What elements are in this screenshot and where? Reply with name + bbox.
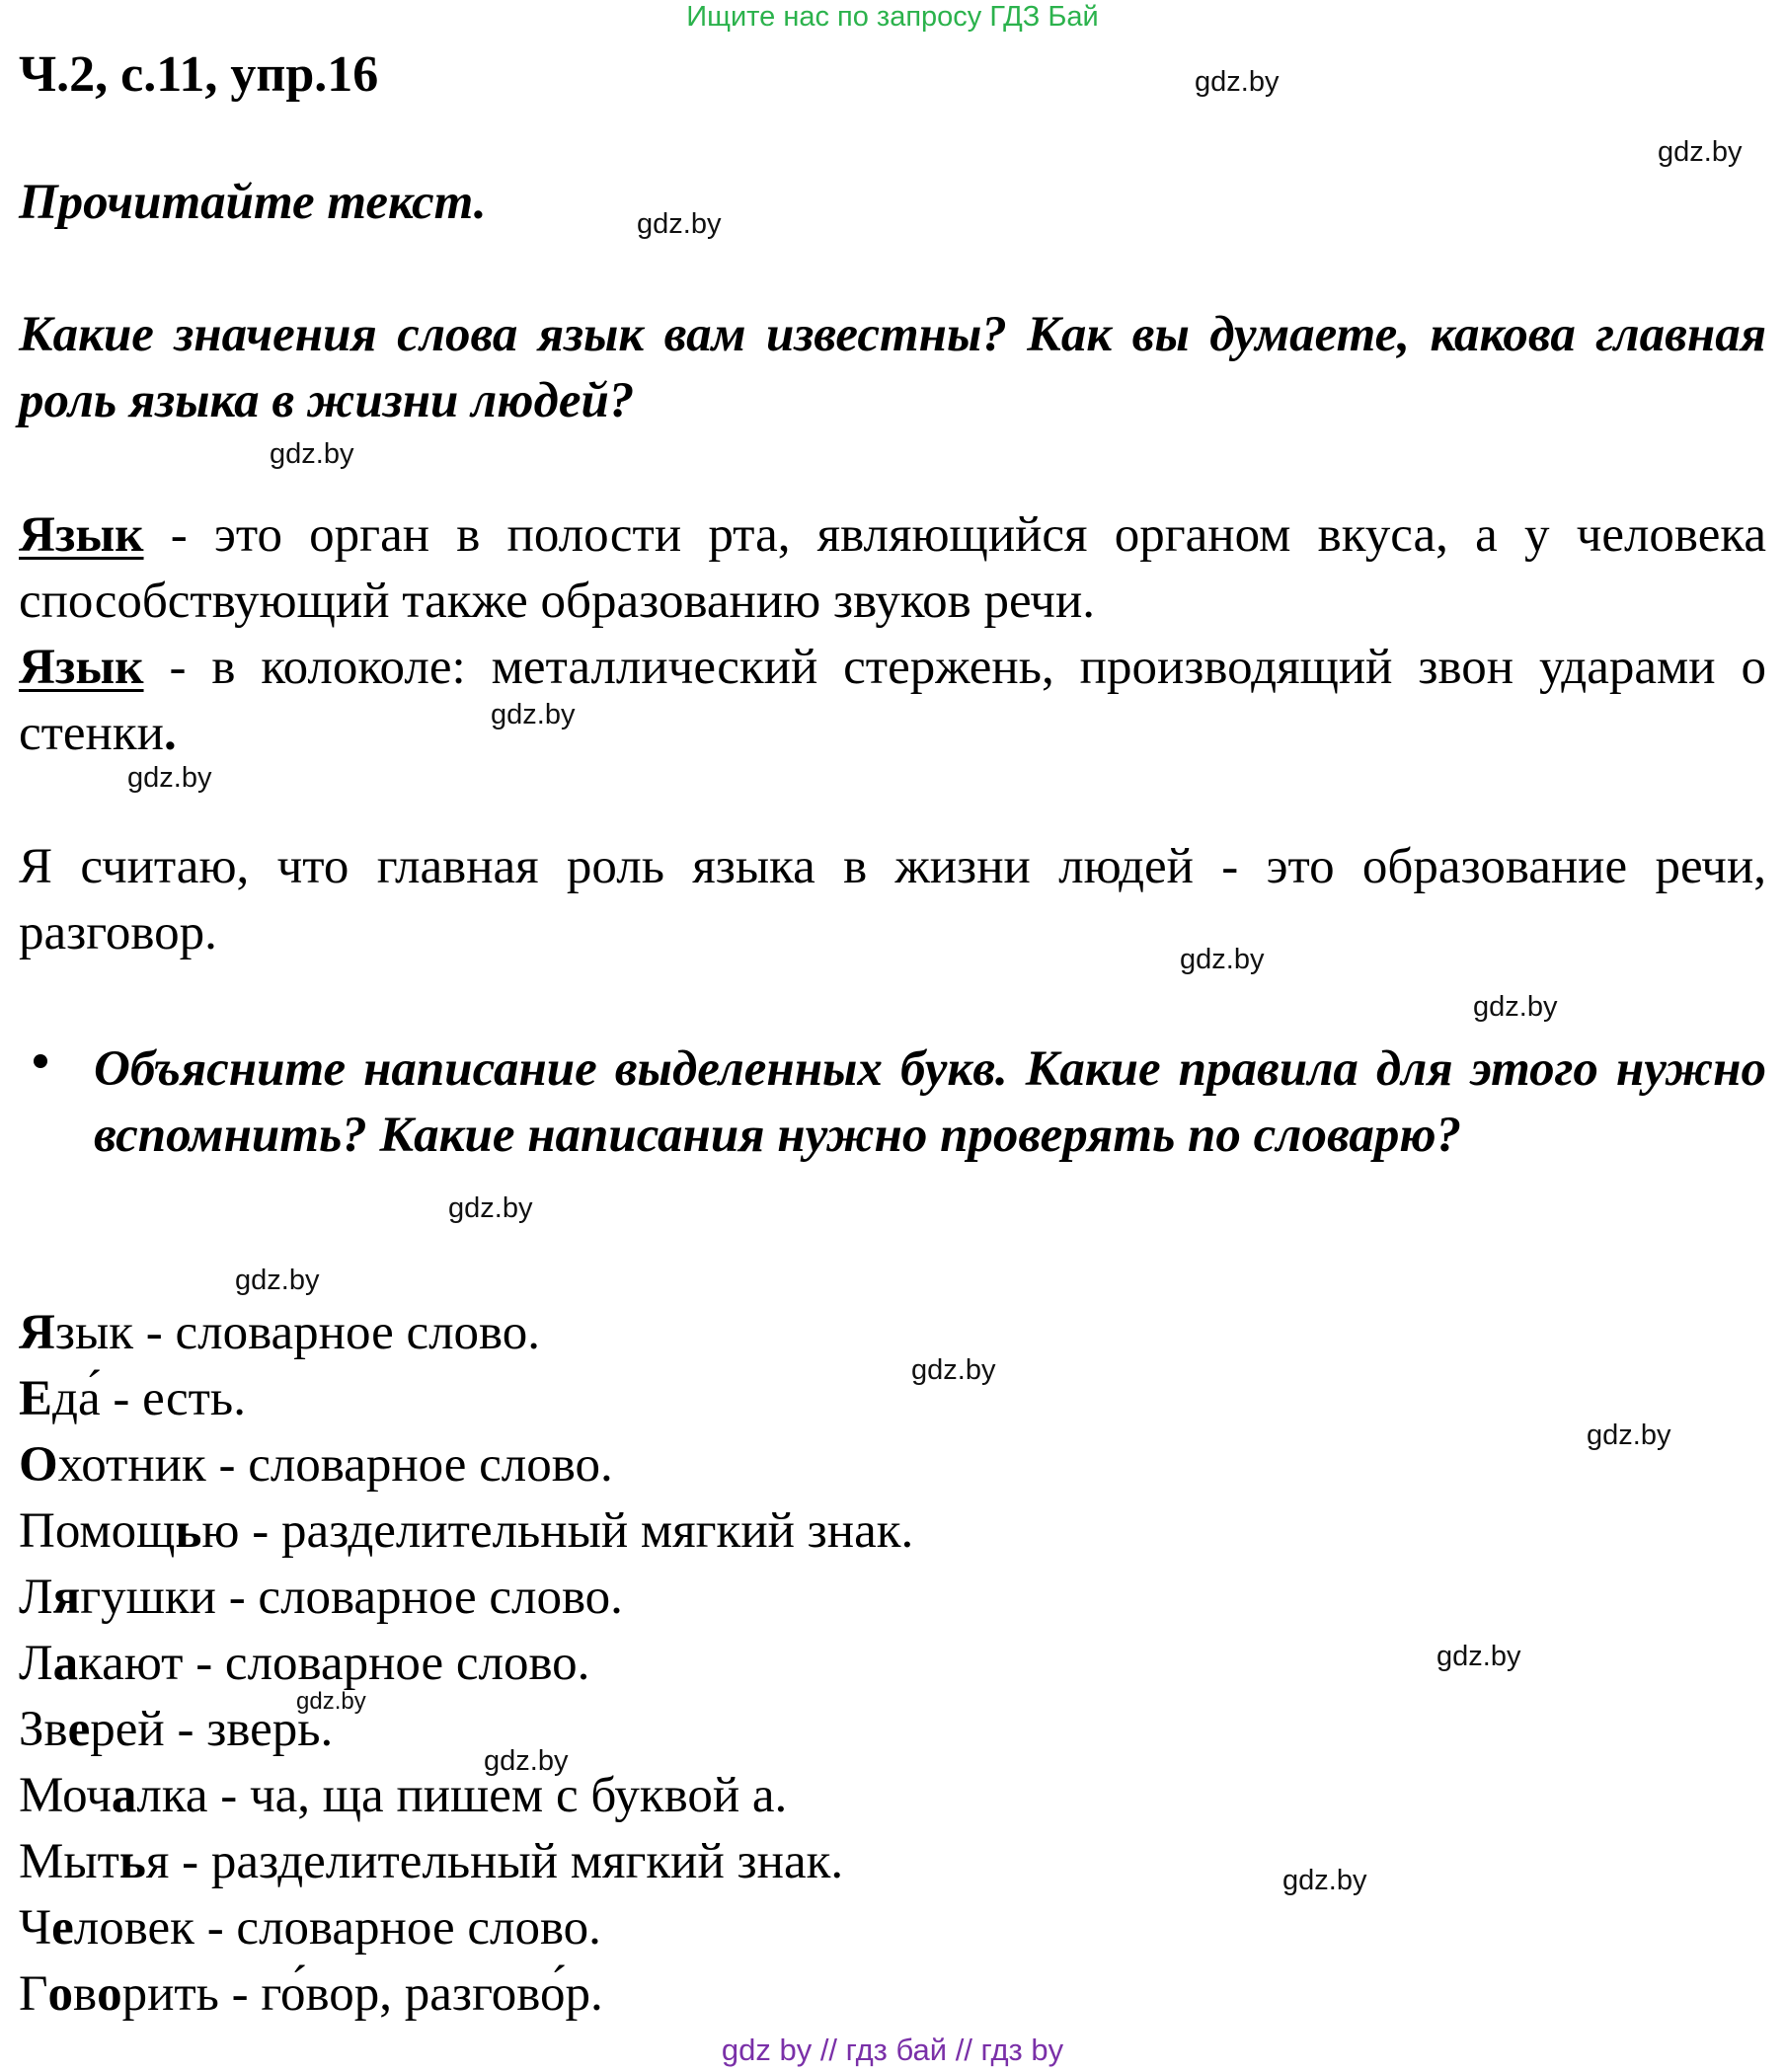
- watermark: gdz.by: [1195, 66, 1280, 98]
- answer-line: Помощью - разделительный мягкий знак.: [19, 1503, 914, 1559]
- watermark: gdz.by: [1473, 991, 1558, 1023]
- watermark: gdz.by: [270, 438, 354, 470]
- answer-line: Лакают - словарное слово.: [19, 1636, 590, 1691]
- watermark: gdz.by: [491, 699, 576, 730]
- answer-line: Человек - словарное слово.: [19, 1900, 601, 1956]
- meaning-2-end: .: [163, 706, 177, 761]
- watermark: gdz.by: [127, 762, 212, 794]
- watermark: gdz.by: [1436, 1641, 1521, 1672]
- watermark: gdz.by: [235, 1265, 320, 1296]
- page-title: Ч.2, с.11, упр.16: [19, 46, 379, 103]
- opinion-paragraph: Я считаю, что главная роль языка в жизни людей - это образование речи, разговор.: [19, 839, 1766, 960]
- footer-watermark: gdz by // гдз бай // гдз by: [721, 2033, 1064, 2067]
- watermark: gdz.by: [1180, 944, 1265, 975]
- watermark: gdz.by: [484, 1745, 569, 1777]
- answer-line: Говорить - го́вор, разгово́р.: [19, 1966, 603, 2022]
- top-search-banner: Ищите нас по запросу ГДЗ Бай: [686, 1, 1099, 33]
- watermark: gdz.by: [1658, 136, 1743, 168]
- answer-line: Мытья - разделительный мягкий знак.: [19, 1834, 844, 1889]
- watermark: gdz.by: [1282, 1865, 1367, 1896]
- watermark: gdz.by: [911, 1354, 996, 1386]
- meaning-2-term: Язык: [19, 640, 144, 695]
- answer-line: Охотник - словарное слово.: [19, 1437, 613, 1493]
- answer-line: Зверей - зверь.: [19, 1702, 334, 1757]
- answer-line: Лягушки - словарное слово.: [19, 1570, 623, 1625]
- answer-line: Язык - словарное слово.: [19, 1305, 541, 1360]
- answers-list: [19, 1300, 913, 2028]
- watermark: gdz.by: [448, 1192, 533, 1224]
- watermark: gdz.by: [1587, 1420, 1671, 1451]
- meaning-1-text: - это орган в полости рта, являющийся органом вкуса, а у человека способствующий также образованию звуков речи.: [19, 507, 1766, 629]
- meaning-1: [19, 502, 1766, 635]
- answer-line: Мочалка - ча, ща пишем с буквой а.: [19, 1768, 788, 1823]
- watermark: gdz.by: [637, 208, 722, 240]
- task-read-text: Прочитайте текст.: [19, 175, 487, 230]
- bullet-task: Объясните написание выделенных букв. Какие правила для этого нужно вспомнить? Какие написания нужно проверять по словарю?: [94, 1041, 1766, 1163]
- task-question: Какие значения слова язык вам известны? Как вы думаете, какова главная роль языка в жизни людей?: [19, 307, 1766, 428]
- meaning-2-text: - в колоколе: металлический стержень, производящий звон ударами о стенки: [19, 640, 1766, 761]
- bullet-icon: [34, 1054, 47, 1068]
- meaning-1-term: Язык: [19, 507, 144, 563]
- answer-line: Еда́ - есть.: [19, 1371, 246, 1426]
- meaning-2: [19, 635, 1766, 767]
- watermark: gdz.by: [296, 1688, 366, 1715]
